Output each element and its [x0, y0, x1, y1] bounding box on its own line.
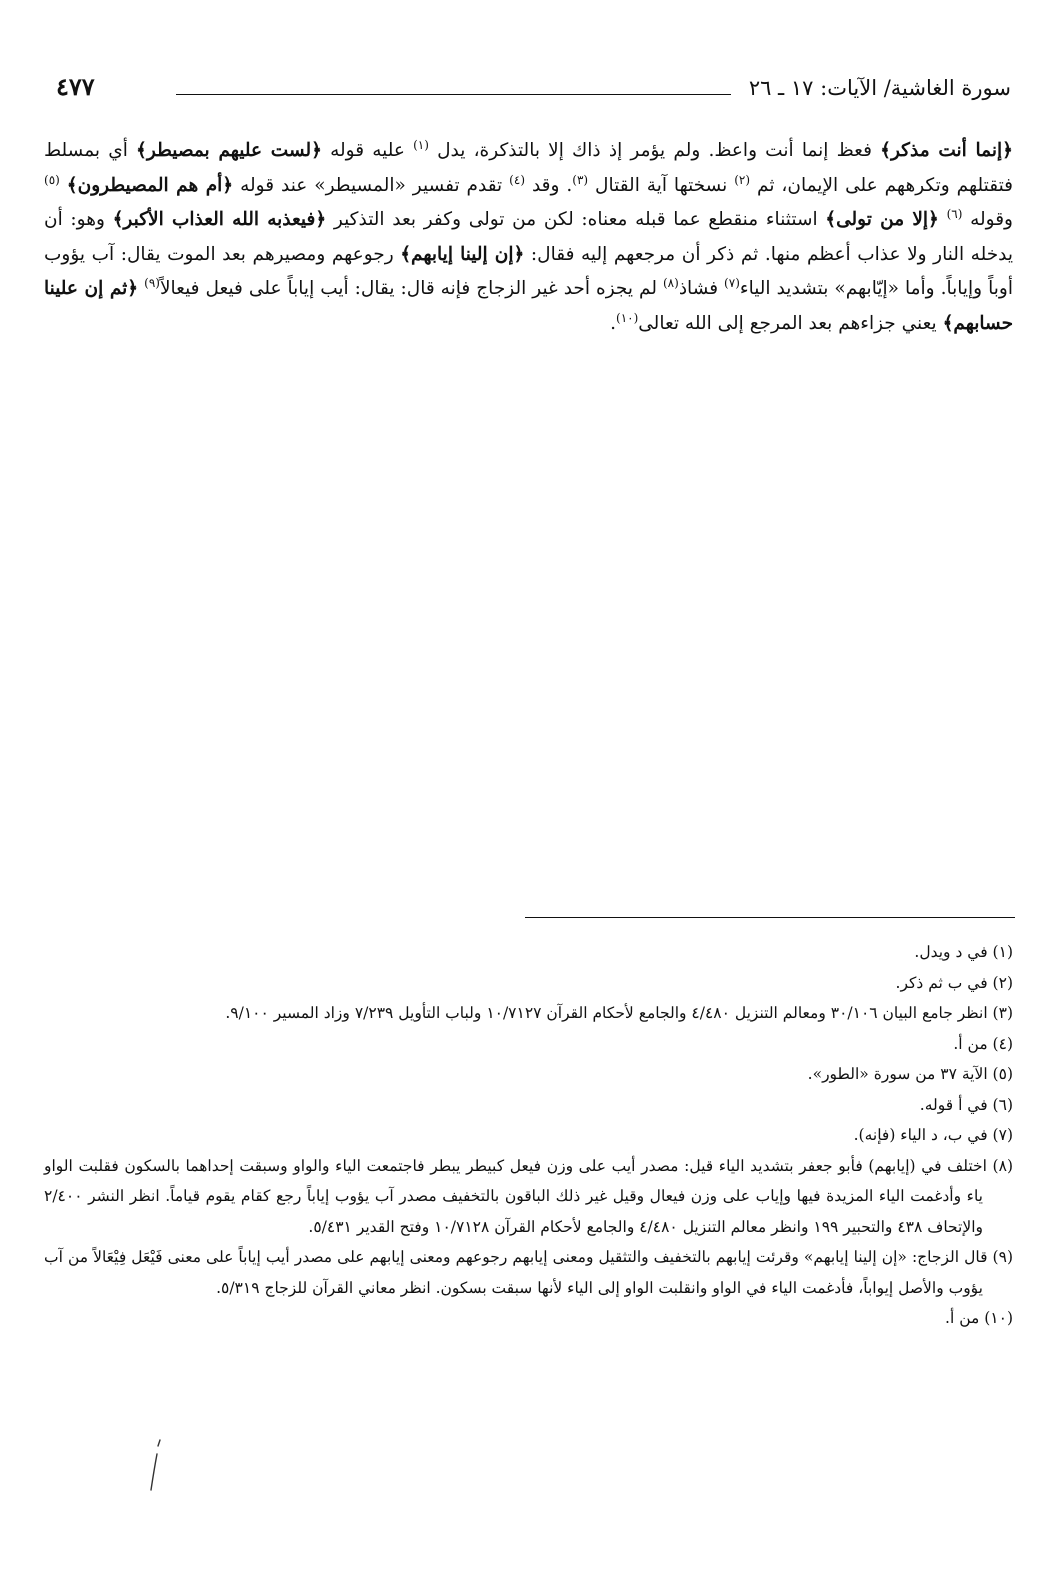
footnote-8: (٨) اختلف في (إيابهم) فأبو جعفر بتشديد الياء قيل: مصدر أيب على وزن فيعل كبيطر يبطر فاجتمعت الياء والواو وسبقت إحداهما بالسكون فقلبت الواو ياء وأدغمت الياء المزيدة فيها وإياب على وزن فيعال وقيل غير ذلك الباقون بالتخفيف مصدر آب يؤوب إياباً رجع كقام يقوم قياماً. انظر النشر ٢/٤٠٠ والإتحاف ٤٣٨ والتحبير ١٩٩ وانظر معالم التنزيل ٤/٤٨٠ والجامع لأحكام القرآن ١٠/٧١٢٨ وفتح القدير ٥/٤٣١.: [44, 1156, 1013, 1236]
text-run: وقوله: [962, 209, 1013, 230]
text-run: لم يجزه أحد غير الزجاج فإنه قال: يقال: أيب إياباً على فيعل فيعالاً: [159, 278, 663, 299]
footnote-ref: (١٠): [616, 310, 639, 325]
page-number: ٤٧٧: [56, 72, 95, 101]
footnote-ref: (٥): [44, 172, 60, 187]
footnote-ref: (٣): [572, 172, 589, 187]
text-run: فشاذ: [678, 278, 725, 299]
footnote-ref: (٢): [734, 172, 751, 187]
footnote-10: (١٠) من أ.: [945, 1309, 1013, 1327]
text-run: نسختها آية القتال: [588, 174, 735, 196]
text-run: وهو: أن يدخله النار ولا عذاب أعظم منها. ثم ذكر أن مرجعهم إليه فقال:: [44, 209, 1013, 265]
footnotes: [44, 937, 1013, 1334]
text-run: .: [610, 312, 616, 334]
main-text: [44, 134, 1013, 341]
text-run: عليه قوله: [321, 140, 414, 161]
footnote-3: (٣) انظر جامع البيان ٣٠/١٠٦ ومعالم التنزيل ٤/٤٨٠ والجامع لأحكام القرآن ١٠/٧١٢٧ ولباب التأويل ٧/٢٣٩ وزاد المسير ٩/١٠٠.: [225, 1004, 1013, 1022]
footnote-1: (١) في د ويدل.: [914, 943, 1013, 961]
page-header: [46, 70, 1011, 110]
footnote-2: (٢) في ب ثم ذكر.: [895, 973, 1013, 992]
quran-quote: ﴿ثم إن علينا حسابهم﴾: [44, 278, 1013, 334]
footnote-ref: (٦): [946, 206, 963, 221]
footnote-9: (٩) قال الزجاج: «إن إلينا إيابهم» وقرئت إيابهم بالتخفيف والتثقيل ومعنى إيابهم رجوعهم ومعنى إيابهم على مصدر أيب إياباً على معنى فَيْعَل فِيْعَالاً من آب يؤوب والأصل إيواباً، فأدغمت الياء في الواو وانقلبت الواو إلى الياء لأنها سبقت بسكون. انظر معاني القرآن للزجاج ٥/٣١٩.: [44, 1248, 1013, 1297]
quran-quote: ﴿إن إلينا إيابهم﴾: [400, 243, 525, 265]
text-run: تقدم تفسير «المسيطر» عند قوله: [233, 174, 510, 196]
running-title: سورة الغاشية/ الآيات: ١٧ ـ ٢٦: [748, 76, 1011, 100]
text-run: رجوعهم ومصيرهم بعد الموت يقال: آب يؤوب أوباً وإياباً. وأما «إيّابهم» بتشديد الياء: [44, 243, 1013, 299]
footnote-4: (٤) من أ.: [953, 1034, 1013, 1053]
footnote-6: (٦) في أ قوله.: [919, 1095, 1013, 1114]
footnote-ref: (٩): [144, 275, 160, 290]
quran-quote: ﴿فيعذبه الله العذاب الأكبر﴾: [112, 209, 327, 230]
footnote-ref: (١): [413, 137, 429, 152]
footnote-ref: (٤): [509, 172, 525, 187]
text-run: [60, 175, 67, 196]
footnote-ref: (٨): [662, 275, 679, 290]
main-paragraph: [44, 134, 1013, 341]
quran-quote: ﴿إلا من تولى﴾: [825, 209, 939, 230]
footnote-ref: (٧): [724, 275, 740, 290]
text-run: أي بمسلط فتقتلهم وتكرههم على الإيمان، ثم: [44, 140, 1013, 196]
footnote-7: (٧) في ب، د الياء (فإنه).: [853, 1126, 1013, 1144]
quran-quote: ﴿لست عليهم بمصيطر﴾: [136, 140, 322, 161]
footnote-5: (٥) الآية ٣٧ من سورة «الطور».: [807, 1065, 1013, 1083]
quran-quote: ﴿أم هم المصيطرون﴾: [66, 174, 234, 196]
text-run: . وقد: [525, 174, 573, 196]
quran-quote: ﴿إنما أنت مذكر﴾: [880, 140, 1013, 161]
text-run: فعظ إنما أنت واعظ. ولم يؤمر إذ ذاك إلا بالتذكرة، يدل: [428, 140, 881, 161]
text-run: استثناء منقطع عما قبله معناه: لكن من تولى وكفر بعد التذكير: [326, 209, 826, 230]
text-run: [939, 209, 947, 230]
footnote-separator: [525, 917, 1015, 918]
pen-stroke-mark: [138, 1436, 168, 1496]
header-rule: [176, 94, 731, 95]
text-run: يعني جزاءهم بعد المرجع إلى الله تعالى: [638, 312, 943, 334]
